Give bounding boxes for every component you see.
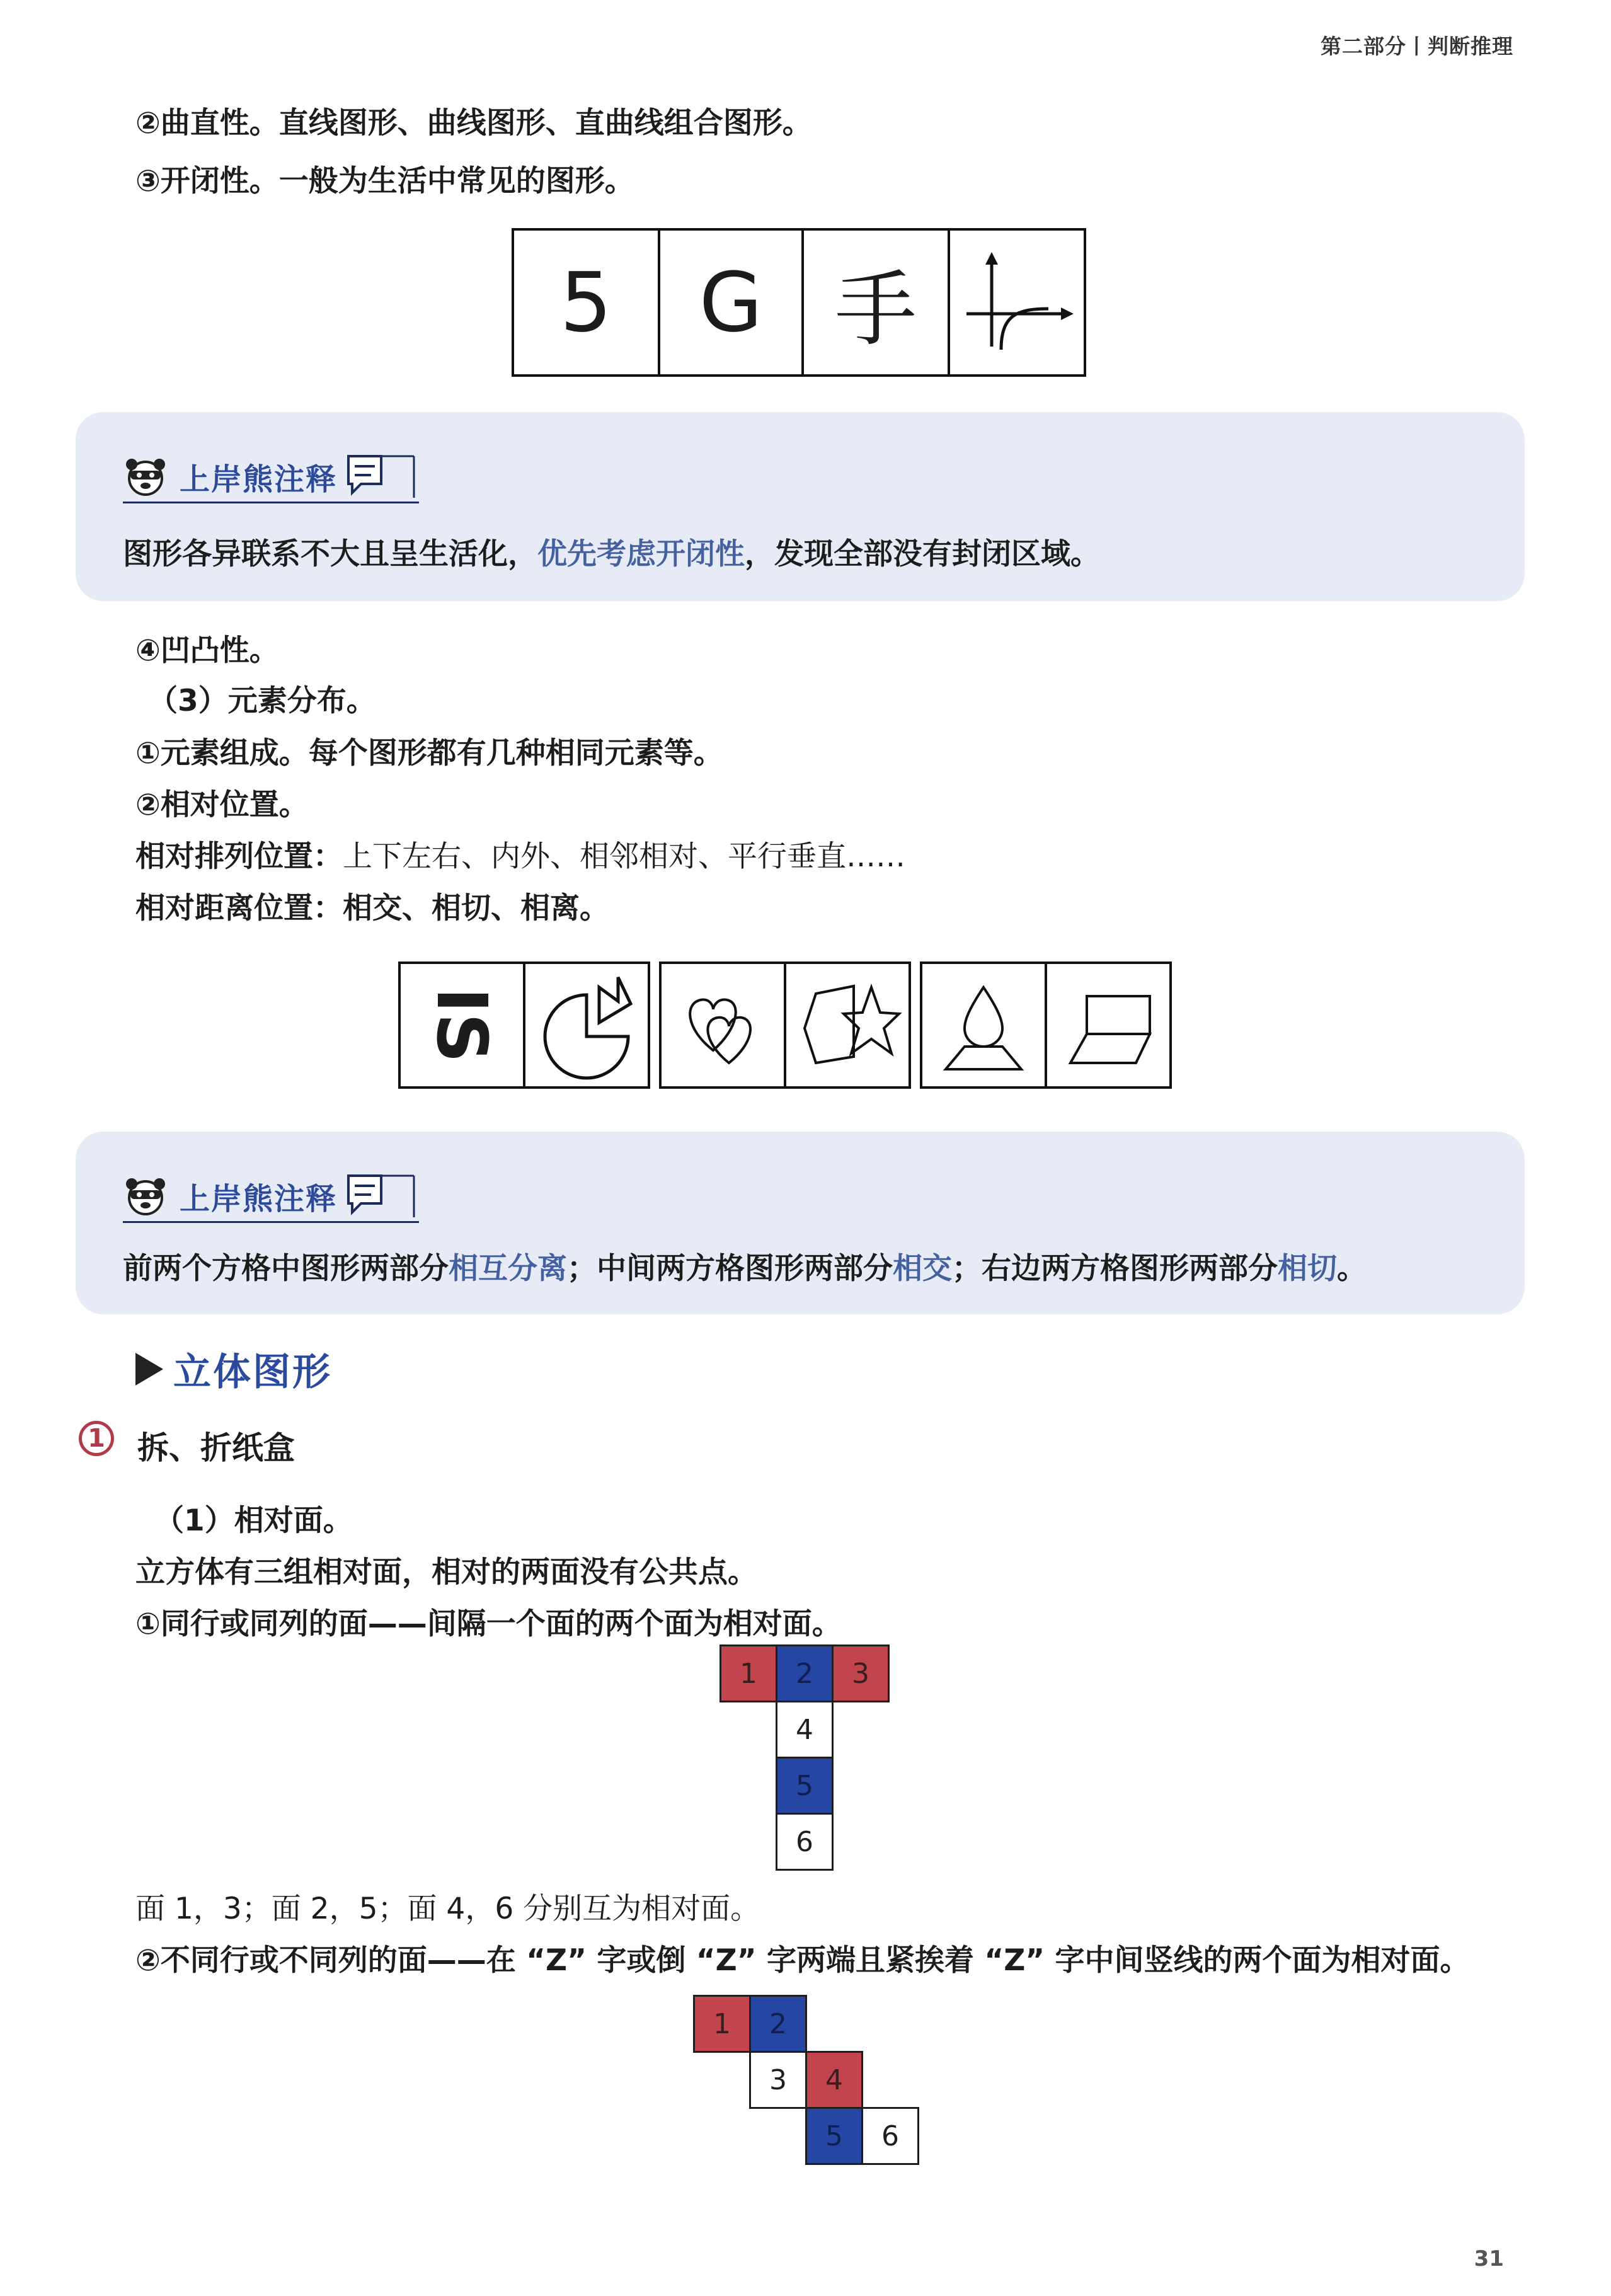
comment-icon xyxy=(343,451,419,502)
line-same-row: ①同行或同列的面——间隔一个面的两个面为相对面。 xyxy=(135,1607,842,1641)
note-2-g: 。 xyxy=(1337,1251,1367,1286)
rel-arr-text: 上下左右、内外、相邻相对、平行垂直…… xyxy=(343,839,905,874)
line-three-pairs: 立方体有三组相对面，相对的两面没有公共点。 xyxy=(135,1555,757,1590)
fig2-cell-parallelogram xyxy=(1045,961,1172,1089)
item-number-badge: 1 xyxy=(79,1421,114,1456)
line-opposite: （1）相对面。 xyxy=(154,1503,353,1538)
hexagon-star-icon xyxy=(791,968,904,1082)
net2-face-4: 4 xyxy=(805,2051,863,2109)
pie-shape-icon xyxy=(530,968,643,1082)
section-title-text: 立体图形 xyxy=(173,1350,332,1394)
line-elem-comp: ①元素组成。每个图形都有几种相同元素等。 xyxy=(135,736,723,771)
note-2-separate: 相互分离 xyxy=(449,1251,567,1286)
net1-face-6: 6 xyxy=(776,1813,834,1871)
note-2-underline xyxy=(123,1221,419,1223)
line-openclose: ③开闭性。一般为生活中常见的图形。 xyxy=(135,164,634,198)
note-1-title xyxy=(123,451,419,502)
note-2-a: 前两个方格中图形两部分 xyxy=(123,1251,449,1286)
note-box-2 xyxy=(76,1132,1525,1314)
fig2-is-text: IS xyxy=(421,987,502,1064)
line-rel-pos: ②相对位置。 xyxy=(135,788,309,822)
line-rel-arr xyxy=(135,833,905,875)
note-1-body-c: ，发现全部没有封闭区域。 xyxy=(745,537,1100,571)
note-box-1 xyxy=(76,412,1525,601)
rel-dist-text: 相交、相切、相离。 xyxy=(343,891,609,926)
comment-icon xyxy=(343,1171,419,1221)
note-2-title-text: 上岸熊注释 xyxy=(180,1181,338,1217)
fig2-cell-hearts xyxy=(659,961,786,1089)
triangle-marker-icon xyxy=(135,1353,163,1386)
net2-face-3: 3 xyxy=(749,2051,807,2109)
line-faces-result: 面 1，3；面 2，5；面 4，6 分别互为相对面。 xyxy=(135,1891,760,1926)
fig1-cell-graph xyxy=(948,228,1086,377)
line-diff-row: ②不同行或不同列的面——在 “Z” 字或倒 “Z” 字两端且紧挨着 “Z” 字中间竖线的两个面为相对面。 xyxy=(135,1943,1470,1978)
section-title-3d xyxy=(135,1342,332,1396)
note-2-e: ；右边两方格图形两部分 xyxy=(952,1251,1278,1286)
fig2-cell-star xyxy=(784,961,911,1089)
note-1-title-text: 上岸熊注释 xyxy=(180,461,338,497)
fig1-cell-hand: 手 xyxy=(801,228,950,377)
net1-face-2: 2 xyxy=(776,1645,834,1702)
net2-face-2: 2 xyxy=(749,1995,807,2053)
drop-trapezoid-icon xyxy=(927,968,1040,1082)
line-curve: ②曲直性。直线图形、曲线图形、直曲线组合图形。 xyxy=(135,106,812,141)
cube-net-2 xyxy=(693,1995,932,2178)
net1-face-3: 3 xyxy=(832,1645,890,1702)
note-1-body-a: 图形各异联系不大且呈生活化， xyxy=(123,537,537,571)
fig2-cell-is xyxy=(398,961,525,1089)
net2-face-5: 5 xyxy=(805,2107,863,2165)
net2-face-1: 1 xyxy=(693,1995,751,2053)
page-number: 31 xyxy=(1474,2246,1504,2271)
note-1-body xyxy=(123,531,1100,573)
net1-face-1: 1 xyxy=(720,1645,777,1702)
line-concave: ④凹凸性。 xyxy=(135,633,279,668)
note-2-body xyxy=(123,1245,1367,1287)
rect-parallelogram-icon xyxy=(1052,968,1165,1082)
rel-arr-label: 相对排列位置： xyxy=(135,839,343,874)
note-2-tangent: 相切 xyxy=(1278,1251,1337,1286)
running-header: 第二部分丨判断推理 xyxy=(1321,34,1513,59)
fig1-cell-5: 5 xyxy=(512,228,660,377)
line-elem-dist: （3）元素分布。 xyxy=(148,684,376,718)
figure-relative-position xyxy=(398,961,1172,1089)
fig1-cell-g: G xyxy=(658,228,804,377)
rel-dist-label: 相对距离位置： xyxy=(135,891,343,926)
note-1-underline xyxy=(123,502,419,503)
note-2-intersect: 相交 xyxy=(893,1251,952,1286)
net2-face-6: 6 xyxy=(861,2107,919,2165)
fig2-cell-drop xyxy=(920,961,1047,1089)
note-2-title xyxy=(123,1171,419,1221)
net1-face-5: 5 xyxy=(776,1757,834,1815)
bear-mascot-icon xyxy=(123,1175,168,1217)
figure-openclose xyxy=(512,228,1086,377)
fig2-cell-pie xyxy=(523,961,650,1089)
cube-net-1 xyxy=(720,1645,909,1878)
note-1-body-highlight: 优先考虑开闭性 xyxy=(537,537,745,571)
item-1-title: 拆、折纸盒 xyxy=(137,1430,295,1466)
axis-curve-icon xyxy=(954,239,1080,365)
note-2-c: ；中间两方格图形两部分 xyxy=(567,1251,893,1286)
hearts-icon xyxy=(666,968,779,1082)
net1-face-4: 4 xyxy=(776,1701,834,1759)
line-rel-dist xyxy=(135,885,609,927)
bear-mascot-icon xyxy=(123,456,168,497)
